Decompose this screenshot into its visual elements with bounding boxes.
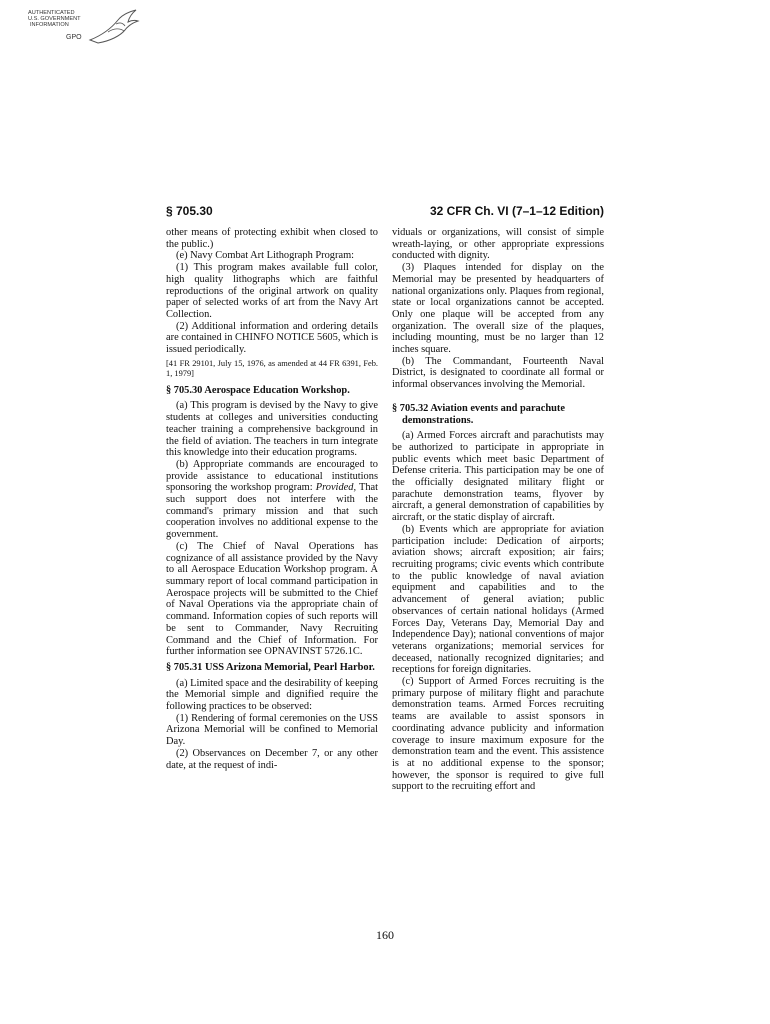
header-cfr-title: 32 CFR Ch. VI (7–1–12 Edition) (429, 204, 604, 218)
paragraph-text: (b) Appropriate commands are encouraged to provide assistance to educational institutions sponsoring the workshop program: (166, 458, 378, 494)
left-text-column (166, 227, 378, 771)
paragraph (166, 459, 378, 541)
running-header (166, 204, 604, 220)
paragraph: viduals or organizations, will consist of simple wreath-laying, or other appropriate expressions conducted with dignity. (392, 227, 604, 262)
logo-line-2: U.S. GOVERNMENT (28, 16, 81, 22)
paragraph: (b) Events which are appropriate for aviation participation include: Dedication of airports; aviation shows; aircraft exposition; air fairs; recruiting programs; civic events which contribute to the public knowledge of naval aviation equipment and capabilities and to the advancement of general aviation; public observances of certain national holidays (Armed Forces Day, Veterans Day, Memorial Day and Independence Day); national conventions of major veterans organizations; memorial services for deceased, nationally recognized dignitaries; and receptions for foreign dignitaries. (392, 523, 604, 676)
paragraph: (b) The Commandant, Fourteenth Naval District, is designated to coordinate all formal or informal observances involving the Memorial. (392, 355, 604, 391)
right-text-column (392, 227, 604, 793)
logo-line-3: INFORMATION (30, 22, 69, 28)
paragraph: (a) Limited space and the desirability of keeping the Memorial simple and dignified require the following practices to be observed: (166, 677, 378, 713)
paragraph: other means of protecting exhibit when closed to the public.) (166, 227, 378, 250)
paragraph: (1) This program makes available full color, high quality lithographs which are faithful reproductions of the original artwork on quality paper of selected works of art from the Navy Art Collection. (166, 262, 378, 320)
proviso-italic: Provided, (315, 482, 357, 494)
section-heading-705-32: § 705.32 Aviation events and parachute demonstrations. (392, 402, 565, 426)
paragraph: (3) Plaques intended for display on the Memorial may be presented by headquarters of national organizations only. Plaques from regional, state or local organizations cannot be accepted. Only one plaque will be accepted from any organization. The overall size of the plaques, including mounting, must be no larger than 12 inches square. (392, 262, 604, 356)
page-number: 160 (376, 928, 394, 942)
logo-line-1: AUTHENTICATED (28, 10, 75, 16)
paragraph: (a) Armed Forces aircraft and parachutists may be authorized to participate in appropriate in public events which meet basic Department of Defense criteria. This participation may be one of the officially designated military flight or parachute demonstration teams, flyover by aircraft, a general demonstration of capabilities by aircraft, or the static display of aircraft. (392, 430, 604, 524)
paragraph-text: That such support does not interfere with the command's primary mission and that such cooperation involves no additional expense to the government. (166, 482, 379, 541)
source-citation: [41 FR 29101, July 15, 1976, as amended at 44 FR 6391, Feb. 1, 1979] (166, 358, 378, 378)
header-section-number: § 705.30 (166, 204, 213, 218)
gpo-eagle-seal-icon (28, 6, 143, 46)
section-heading-705-31: § 705.31 USS Arizona Memorial, Pearl Harbor. (166, 661, 375, 673)
paragraph: (e) Navy Combat Art Lithograph Program: (176, 250, 355, 262)
paragraph: (c) Support of Armed Forces recruiting is the primary purpose of military flight and parachute demonstration teams. Armed Forces recruiting teams are available to assist sponsors in coordinating advance publicity and information coverage to insure maximum exposure for the demonstration team and the event. This assistence is at no additional expense to the sponsor; however, the sponsor is required to give full support to the recruiting effort and (392, 676, 604, 793)
paragraph: (1) Rendering of formal ceremonies on the USS Arizona Memorial will be confined to Memorial Day. (166, 712, 378, 748)
paragraph: (c) The Chief of Naval Operations has cognizance of all assistance provided by the Navy to all Aerospace Education Workshop program. A summary report of local command participation in Aerospace projects will be submitted to the Chief of Naval Operations via the appropriate chain of command. Information copies of such reports will be sent to Commander, Navy Recruiting Command and the Chief of Information. For further information see OPNAVINST 5726.1C. (166, 540, 378, 658)
paragraph: (a) This program is devised by the Navy to give students at colleges and universities conducting teacher training a comprehensive background in the field of aviation. The teachers in turn integrate this knowledge into their education programs. (166, 400, 378, 459)
paragraph: (2) Additional information and ordering details are contained in CHINFO NOTICE 5605, which is issued periodically. (166, 320, 378, 356)
logo-line-4: GPO (66, 34, 82, 41)
section-heading-705-30: § 705.30 Aerospace Education Workshop. (166, 384, 350, 396)
gpo-authentication-logo (28, 6, 143, 44)
paragraph: (2) Observances on December 7, or any other date, at the request of indi- (166, 747, 378, 771)
